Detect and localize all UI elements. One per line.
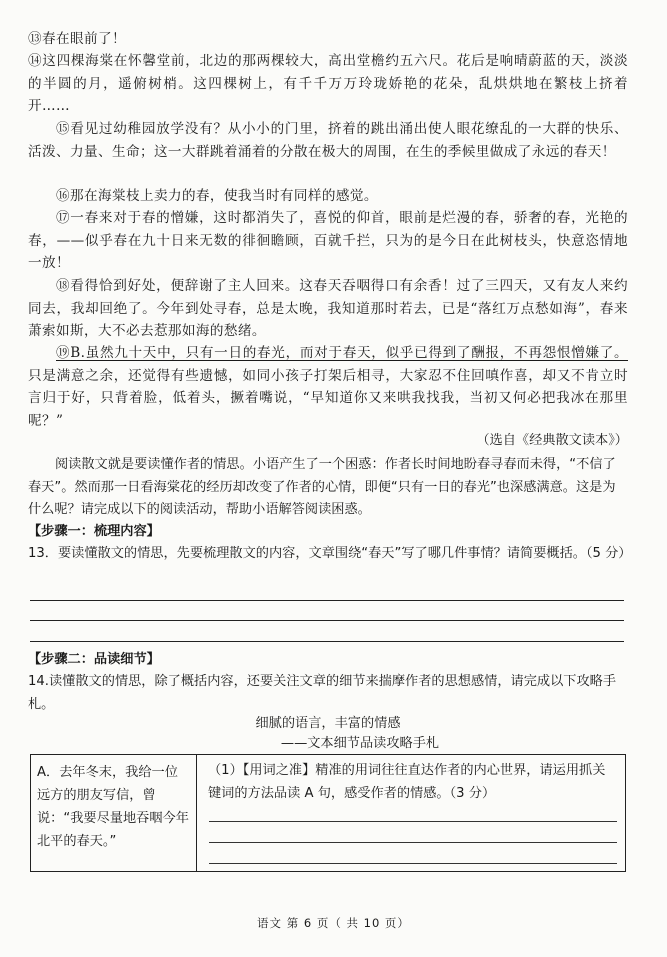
answer-line[interactable] (30, 641, 624, 642)
step2-heading: 【步骤二：品读细节】 (28, 652, 160, 667)
answer-line[interactable] (209, 821, 617, 822)
underlined-sentence-b: ⑲B.虽然九十天中，只有一日的春光，而对于春天，似乎已得到了酬报，不再怨恨憎嫌了。 (56, 345, 628, 361)
essay-paragraph-17: ⑰一春来对于春的憎嫌，这时都消失了，喜悦的仰首，眼前是烂漫的春，骄奢的春，光艳的春，——似乎春在九十日来无数的徘徊瞻顾，百就千拦，只为的是今日在此树枝头，快意恣情地一放！ (28, 210, 628, 271)
essay-paragraph-13: ⑬春在眼前了！ (28, 31, 126, 47)
step1-heading: 【步骤一：梳理内容】 (28, 524, 160, 539)
page-footer: 语文 第 6 页（ 共 10 页） (257, 916, 410, 930)
answer-line[interactable] (30, 620, 624, 621)
answer-line[interactable] (209, 842, 617, 843)
sentence-a-cell (31, 755, 197, 871)
essay-paragraph-14: ⑭这四棵海棠在怀馨堂前，北边的那两棵较大，高出堂檐约五六尺。花后是响晴蔚蓝的天，淡淡的半圆的月，遥俯树梢。这四棵树上，有千千万万玲珑娇艳的花朵，乱烘烘地在繁枝上挤着开…… (28, 53, 628, 114)
paragraph-19-rest: 只是满意之余，还觉得有些遗憾，如同小孩子打架后相寻，大家忍不住回嗔作喜，却又不肯立时言归于好，只背着脸，低着头，撅着嘴说，“早知道你又来哄我找我，当初又何必把我冰在那里呢？” (28, 367, 628, 429)
handbook-table (30, 754, 626, 872)
essay-paragraph-16: ⑯那在海棠枝上卖力的春，使我当时有同样的感觉。 (56, 188, 378, 204)
essay-source: （选自《经典散文读本》） (476, 433, 628, 448)
intro-paragraph: 阅读散文就是要读懂作者的情思。小语产生了一个困惑：作者长时间地盼春寻春而未得，“不信了春天”。然而那一日看海棠花的经历却改变了作者的心情，即便“只有一日的春光”也深感满意。这是为什么呢？请完成以下的阅读活动，帮助小语解答阅读困惑。 (28, 457, 616, 517)
handbook-subtitle: ——文本细节品读攻略手札 (280, 736, 440, 751)
essay-paragraph-18: ⑱看得恰到好处，便辞谢了主人回来。这春天吞咽得口有余香！过了三四天，又有友人来约同去，我却回绝了。今年到处寻春，总是太晚，我知道那时若去，已是“落红万点愁如海”，春来萧索如斯，大不必去惹那如海的愁绪。 (28, 278, 628, 339)
question-14: 14.读懂散文的情思，除了概括内容，还要关注文章的细节来揣摩作者的思想感情，请完成以下攻略手札。 (28, 674, 617, 712)
task-1-text: （1）【用词之准】精准的用词往往直达作者的内心世界，请运用抓关键词的方法品读 A 句，感受作者的情感。（3 分） (208, 763, 606, 801)
answer-line[interactable] (30, 600, 624, 601)
essay-paragraph-15: ⑮看见过幼稚园放学没有？从小小的门里，挤着的跳出涌出使人眼花缭乱的一大群的快乐、活泼、力量、生命；这一大群跳着涌着的分散在极大的周围，在生的季候里做成了永远的春天！ (28, 121, 628, 160)
sentence-a-text: A．去年冬末，我给一位远方的朋友写信，曾说：“我要尽量地吞咽今年北平的春天。” (37, 765, 189, 849)
task-cell (198, 755, 625, 871)
handbook-title: 细腻的语言，丰富的情感 (255, 716, 401, 731)
question-13: 13．要读懂散文的情思，先要梳理散文的内容，文章围绕“春天”写了哪几件事情？请简要概括。（5 分） (28, 546, 632, 561)
essay-paragraph-19 (28, 342, 628, 432)
answer-line[interactable] (209, 863, 617, 864)
